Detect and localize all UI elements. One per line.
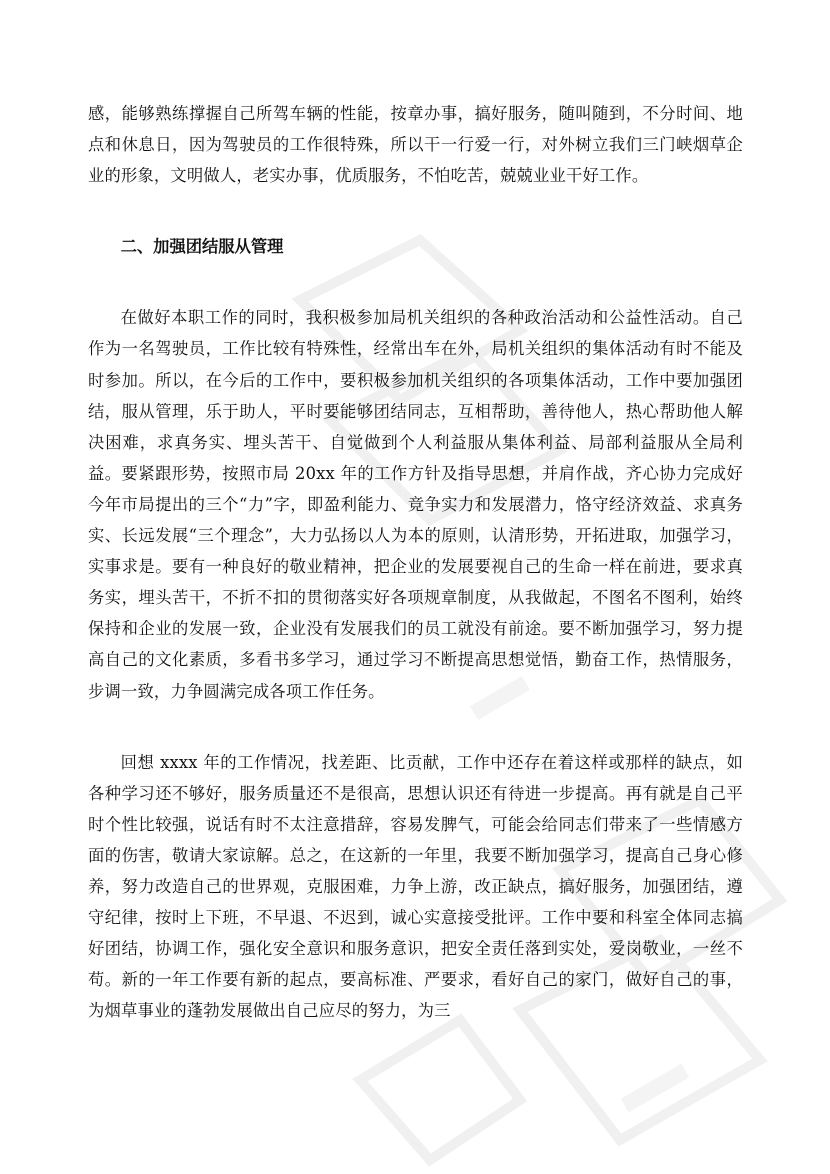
section-heading: 二、加强团结服从管理 — [120, 237, 284, 257]
paragraph-2: 在做好本职工作的同时，我积极参加局机关组织的各种政治活动和公益性活动。自己作为一名驾驶员，工作比较有特殊性，经常出车在外，局机关组织的集体活动有时不能及时参加。所以，在今后的工作中，要积极参加机关组织的各项集体活动，工作中要加强团结，服从管理，乐于助人，平时要能够团结同志，互相帮助，善待他人，热心帮助他人解决困难，求真务实、埋头苦干、自觉做到个人利益服从集体利益、局部利益服从全局利益。要紧跟形势，按照市局 20xx 年的工作方针及指导思想，并肩作战，齐心协力完成好今年市局提出的三个“力”字，即盈利能力、竞争实力和发展潜力，恪守经济效益、求真务实、长远发展“三个理念”，大力弘扬以人为本的原则，认清形势，开拓进取，加强学习，实事求是。要有一种良好的敬业精神，把企业的发展要视自己的生命一样在前进，要求真务实，埋头苦干，不折不扣的贯彻落实好各项规章制度，从我做起，不图名不图利，始终保持和企业的发展一致，企业没有发展我们的员工就没有前途。要不断加强学习，努力提高自己的文化素质，多看书多学习，通过学习不断提高思想觉悟，勤奋工作，热情服务，步调一致，力争圆满完成各项工作任务。 — [88, 308, 743, 701]
paragraph-1: 感，能够熟练撑握自己所驾车辆的性能，按章办事，搞好服务，随叫随到，不分时间、地点和休息日，因为驾驶员的工作很特殊，所以干一行爱一行，对外树立我们三门峡烟草企业的形象，文明做人，老实办事，优质服务，不怕吃苦，兢兢业业干好工作。 — [88, 104, 743, 186]
document-body — [88, 98, 743, 1026]
paragraph-3: 回想 xxxx 年的工作情况，找差距、比贡献，工作中还存在着这样或那样的缺点，如各种学习还不够好，服务质量还不是很高，思想认识还有待进一步提高。再有就是自己平时个性比较强，说话有时不太注意措辞，容易发脾气，可能会给同志们带来了一些情感方面的伤害，敬请大家谅解。总之，在这新的一年里，我要不断加强学习，提高自己身心修养，努力改造自己的世界观，克服困难，力争上游，改正缺点，搞好服务，加强团结，遵守纪律，按时上下班，不早退、不迟到，诚心实意接受批评。工作中要和科室全体同志搞好团结，协调工作，强化安全意识和服务意识，把安全责任落到实处，爱岗敬业，一丝不苟。新的一年工作要有新的起点，要高标准、严要求，看好自己的家门，做好自己的事，为烟草事业的蓬勃发展做出自己应尽的努力，为三 — [88, 752, 743, 1021]
